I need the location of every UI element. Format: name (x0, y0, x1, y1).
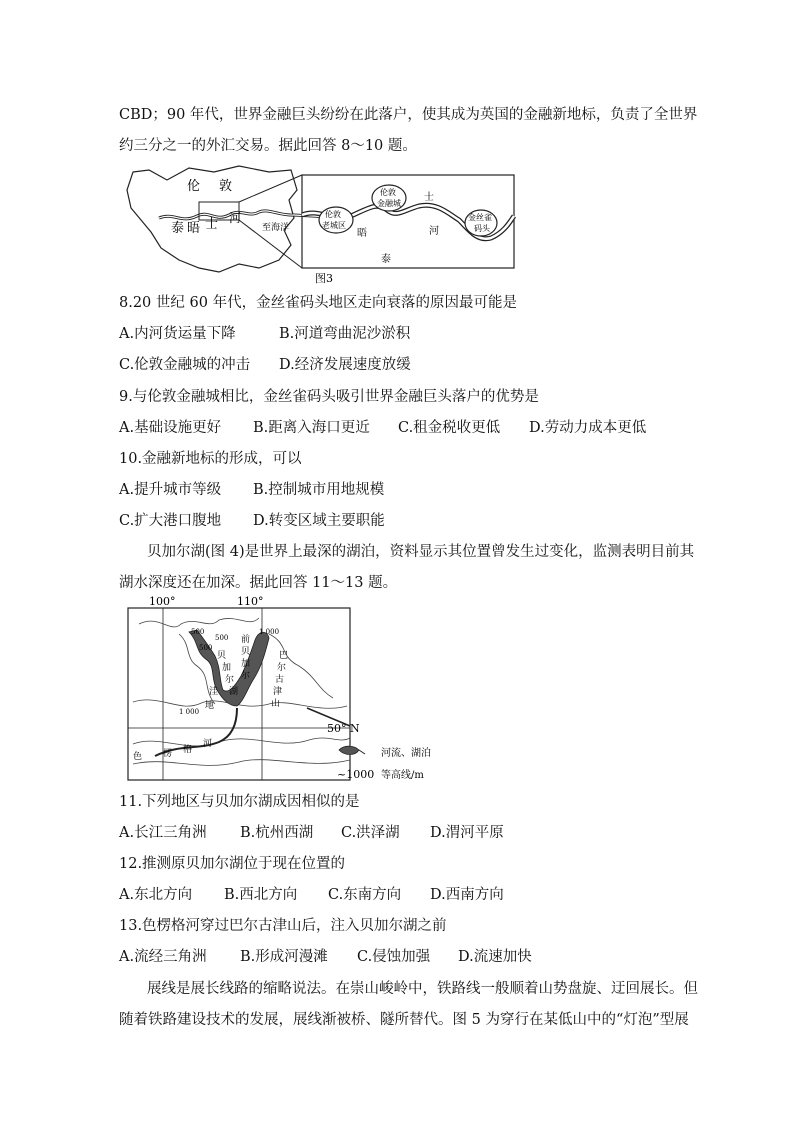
q12-option-c[interactable]: C.东南方向 (328, 887, 402, 903)
fig3-canary-2: 码头 (474, 224, 490, 233)
q11-option-c[interactable]: C.洪泽湖 (341, 825, 400, 841)
fig4-contour-500-a: 500 (191, 628, 205, 636)
fig3-old-town-1: 伦敦 (325, 210, 341, 219)
fig4-lat-50: 50° N (327, 722, 360, 735)
q13-option-b[interactable]: B.形成河漫滩 (240, 949, 328, 965)
fig4-lon-110: 110° (237, 595, 264, 608)
fig4-baikal-3: 尔 (225, 675, 235, 685)
fig3-thames-2: 晤 (187, 221, 201, 236)
fig4-baikal-1: 贝 (217, 651, 227, 661)
q8-option-c[interactable]: C.伦敦金融城的冲击 (119, 357, 251, 373)
fig4-legend-contour-label: 等高线/m (381, 770, 424, 781)
fig3-inset-wu: 晤 (357, 228, 367, 239)
fig4-contour-1000-a: 1 000 (259, 628, 280, 636)
fig3-fin-city-1: 伦敦 (380, 188, 396, 197)
fig4-selenga-2: 楞 (163, 749, 173, 759)
fig3-fin-city-2: 金融城 (377, 199, 401, 208)
q12-option-a[interactable]: A.东北方向 (119, 887, 193, 903)
q9-option-d[interactable]: D.劳动力成本更低 (529, 420, 647, 436)
q8-option-d[interactable]: D.经济发展速度放缓 (279, 357, 411, 373)
zhanxian-line-2: 随着铁路建设技术的发展，展线渐被桥、隧所替代。图 5 为穿行在某低山中的“灯泡”型展 (119, 1012, 689, 1028)
fig4-lon-100: 100° (149, 595, 176, 608)
fig4-selenga-3: 格 (183, 745, 193, 755)
q11-option-d[interactable]: D.渭河平原 (430, 825, 504, 841)
fig4-legend-river: 河流、湖泊 (381, 748, 431, 759)
q12-option-b[interactable]: B.西北方向 (224, 887, 298, 903)
figure-3-london-map (119, 160, 519, 285)
fig4-baikal-2: 加 (222, 663, 232, 673)
fig4-qian-3: 加 (241, 659, 251, 669)
figure-4-baikal-map (119, 594, 519, 786)
q8-option-a[interactable]: A.内河货运量下降 (119, 326, 236, 342)
fig3-inset-he: 河 (429, 226, 439, 237)
fig3-inset-tai: 泰 (381, 254, 391, 265)
fig3-to-sea: 至海洋 (262, 223, 290, 233)
q8-option-b[interactable]: B.河道弯曲泥沙淤积 (279, 326, 411, 342)
fig4-selenga-4: 河 (203, 739, 213, 749)
intro-line-1: CBD；90 年代，世界金融巨头纷纷在此落户，使其成为英国的金融新地标，负责了全世界 (119, 107, 698, 123)
fig4-baikal-4: 湖 (229, 687, 239, 697)
zhanxian-line-1: 展线是展长线路的缩略说法。在崇山峻岭中，铁路线一般顺着山势盘旋、迂回展长。但 (147, 981, 698, 997)
q10-stem: 10.金融新地标的形成，可以 (119, 451, 302, 467)
fig3-canary-1: 金丝雀 (468, 213, 492, 222)
q9-stem: 9.与伦敦金融城相比，金丝雀码头吸引世界金融巨头落户的优势是 (119, 389, 539, 405)
q13-stem: 13.色楞格河穿过巴尔古津山后，注入贝加尔湖之前 (119, 918, 447, 934)
fig4-legend-contour-value: ~1000 (337, 768, 375, 781)
fig3-thames-1: 泰 (171, 221, 185, 236)
fig3-thames-3: 士 (205, 217, 219, 232)
baikal-intro-line-2: 湖水深度还在加深。据此回答 11～13 题。 (119, 575, 398, 591)
q8-stem: 8.20 世纪 60 年代，金丝雀码头地区走向衰落的原因最可能是 (119, 295, 518, 311)
q9-option-c[interactable]: C.租金税收更低 (398, 420, 501, 436)
fig4-ba-3: 古 (275, 675, 285, 685)
fig3-london-char2: 敦 (219, 179, 233, 194)
fig3-thames-4: 河 (229, 211, 242, 225)
fig4-ba-1: 巴 (279, 651, 289, 661)
fig4-qian-2: 贝 (241, 647, 251, 657)
fig4-contour-500-b: 500 (199, 644, 213, 652)
fig4-wa: 洼 (209, 687, 219, 697)
intro-line-2: 约三分之一的外汇交易。据此回答 8～10 题。 (119, 138, 417, 154)
fig3-old-town-2: 老城区 (322, 221, 346, 230)
fig4-ba-4: 津 (273, 687, 283, 697)
q13-option-a[interactable]: A.流经三角洲 (119, 949, 207, 965)
q10-option-a[interactable]: A.提升城市等级 (119, 482, 222, 498)
q11-option-a[interactable]: A.长江三角洲 (119, 825, 207, 841)
q10-option-d[interactable]: D.转变区域主要职能 (253, 513, 385, 529)
fig3-inset-shi: 士 (424, 192, 434, 203)
fig4-ba-5: 山 (271, 699, 281, 709)
q12-option-d[interactable]: D.西南方向 (430, 887, 504, 903)
q11-option-b[interactable]: B.杭州西湖 (240, 825, 314, 841)
fig4-ba-2: 尔 (277, 663, 287, 673)
baikal-intro-line-1: 贝加尔湖(图 4)是世界上最深的湖泊，资料显示其位置曾发生过变化，监测表明目前其 (147, 544, 695, 560)
fig4-selenga-1: 色 (133, 752, 143, 762)
q9-option-b[interactable]: B.距离入海口更近 (253, 420, 370, 436)
q9-option-a[interactable]: A.基础设施更好 (119, 420, 222, 436)
q11-stem: 11.下列地区与贝加尔湖成因相似的是 (119, 794, 360, 810)
fig4-contour-500-c: 500 (215, 634, 229, 642)
q13-option-c[interactable]: C.侵蚀加强 (357, 949, 431, 965)
q10-option-b[interactable]: B.控制城市用地规模 (253, 482, 385, 498)
q12-stem: 12.推测原贝加尔湖位于现在位置的 (119, 856, 346, 872)
fig4-qian-4: 尔 (241, 671, 251, 681)
fig3-london-char1: 伦 (187, 179, 201, 194)
fig3-caption: 图3 (315, 272, 333, 285)
q10-option-c[interactable]: C.扩大港口腹地 (119, 513, 222, 529)
fig4-contour-1000-b: 1 000 (179, 708, 200, 716)
fig4-qian-1: 前 (241, 635, 251, 645)
q13-option-d[interactable]: D.流速加快 (458, 949, 532, 965)
fig4-di: 地 (205, 701, 215, 711)
